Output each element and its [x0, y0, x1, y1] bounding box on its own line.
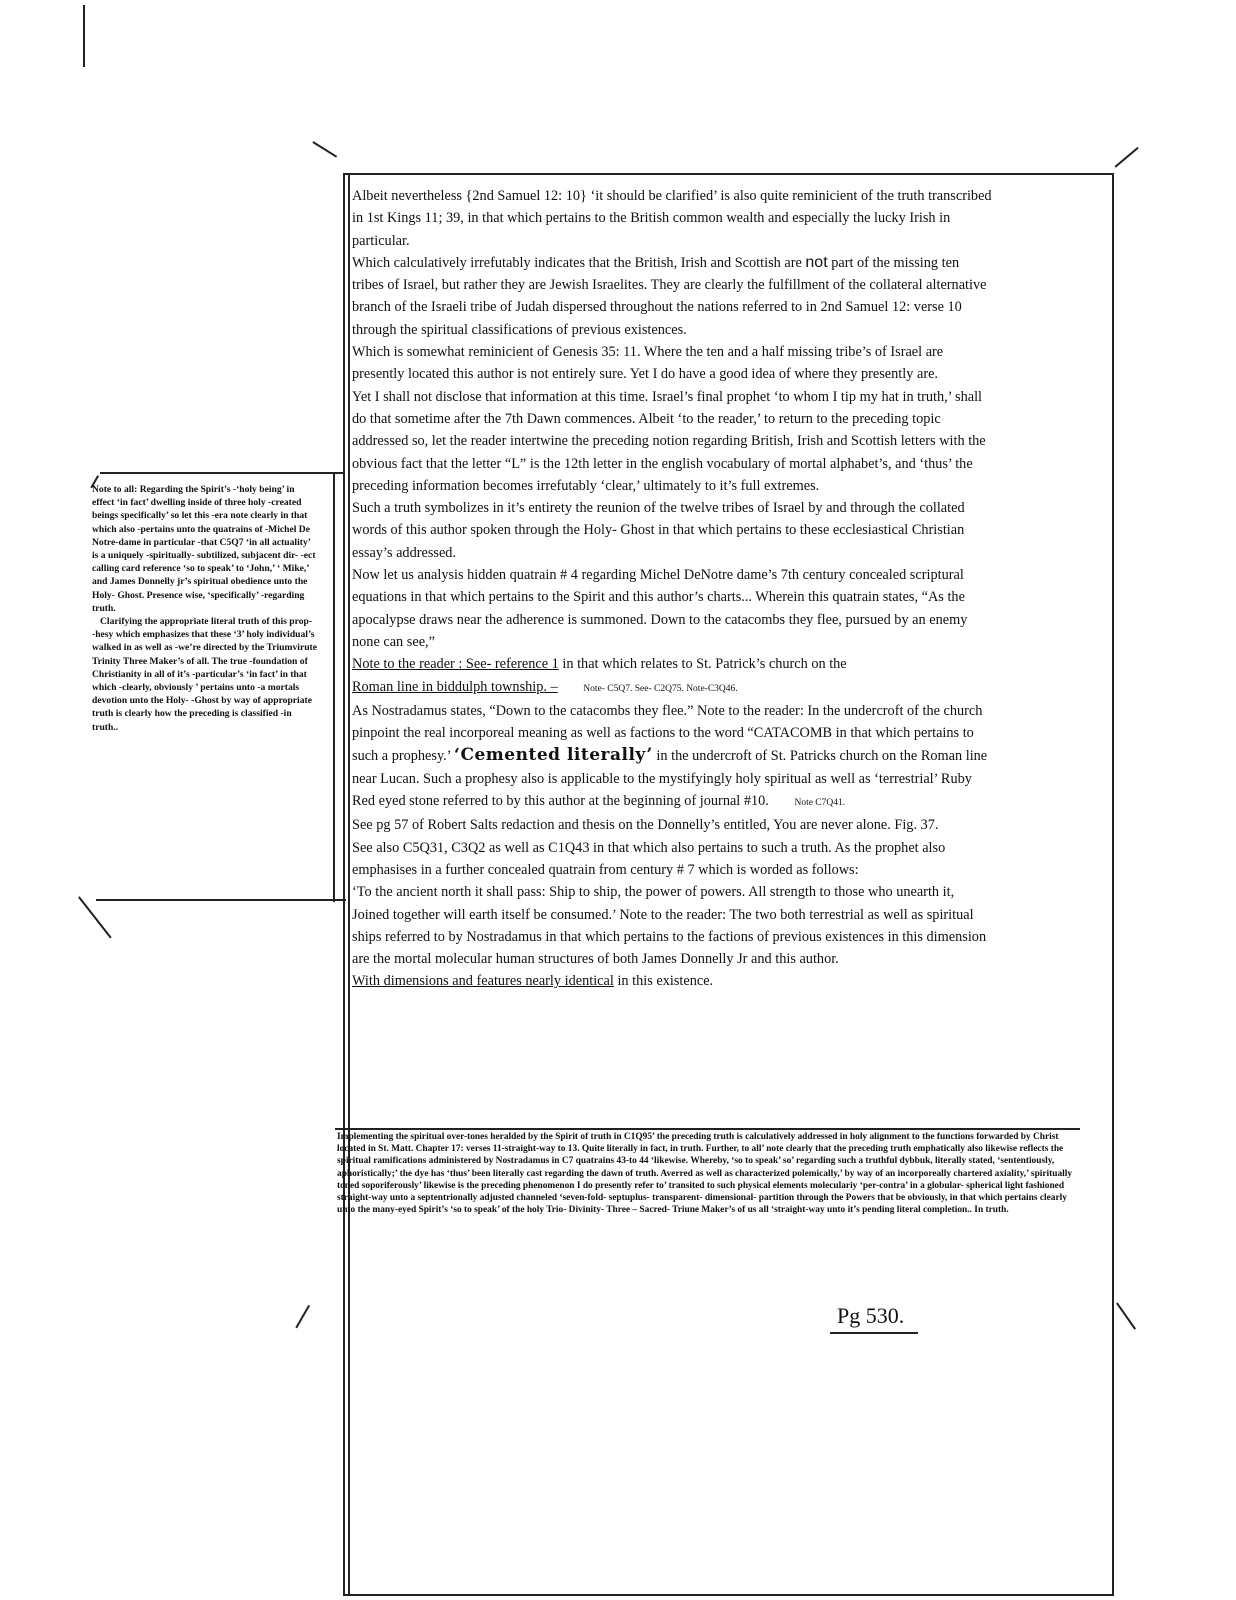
side-note — [92, 483, 317, 734]
roman-line-reference: Roman line in biddulph township. – — [352, 678, 558, 695]
note-c5q7: Note- C5Q7. See- C2Q75. Note-C3Q46. — [583, 683, 738, 694]
paragraph-8 — [352, 676, 992, 700]
paragraph-13 — [352, 970, 992, 992]
main-text — [352, 185, 992, 993]
paragraph-3: Which is somewhat reminicient of Genesis 35: 11. Where the ten and a half missing tribe’s of Israel are presently located this author is not entirely sure. Yet I do have a good idea of where they presently are. — [352, 344, 944, 383]
paragraph-7 — [352, 653, 992, 675]
paragraph-1: Albeit nevertheless {2nd Samuel 12: 10} ‘it should be clarified’ is also quite reminicient of the truth transcribed in 1st Kings 11; 39, in that which pertains to the British common wealth and especially the lucky Irish in particular. — [352, 188, 992, 249]
paragraph-9 — [352, 700, 992, 814]
emphasis-not: not — [805, 253, 828, 271]
page-number-underline — [830, 1332, 918, 1334]
paragraph-2 — [352, 252, 992, 341]
paragraph-12: ‘To the ancient north it shall pass: Ship to ship, the power of powers. All strength to those who unearth it, Joined together will earth itself be consumed.’ Note to the reader: The two both terrestrial as well as spiritual ships referred to by Nostradamus in that which pertains to the factions of previous existences in this dimension are the mortal molecular human structures of both James Donnelly Jr and this author. — [352, 884, 987, 968]
note-c7q41: Note C7Q41. — [794, 798, 846, 809]
paragraph-2-start: Which calculatively irrefutably indicates that the British, Irish and Scottish are — [352, 254, 802, 271]
paragraph-6: Now let us analysis hidden quatrain # 4 regarding Michel DeNotre dame’s 7th century concealed scriptural equations in that which pertains to the Spirit and this author’s charts... Wherein this quatrain states, “As the apocalypse draws near the adherence is summoned. Down to the catacombs they flee, pursued by an enemy none can see,” — [352, 567, 968, 650]
paragraph-2-end: part of the missing ten tribes of Israel, but rather they are Jewish Israelites. They are clearly the fulfillment of the collateral alternative branch of the Israeli tribe of Judah dispersed throughout the nations referred to in 2nd Samuel 12: verse 10 through the spiritual classifications of previous existences. — [352, 254, 987, 338]
paragraph-9-start: As Nostradamus states, “Down to the catacombs they flee.” Note to the reader: In the undercroft of the church pinpoint the real incorporeal meaning as well as factions to the word “CATACOMB in that which pertains to such a prophesy.’ — [352, 702, 983, 765]
paragraph-10: See pg 57 of Robert Salts redaction and thesis on the Donnelly’s entitled, You are never alone. Fig. 37. — [352, 817, 939, 834]
paragraph-7-end: in that which relates to St. Patrick’s church on the — [562, 656, 847, 673]
side-note-part-1: Note to all: Regarding the Spirit’s -‘holy being’ in effect ‘in fact’ dwelling inside of three holy -created beings specifically’ so let this -era note clearly in that which also -pertains unto the quatrains of -Michel De Notre-dame in particular -that C5Q7 ‘in all actuality’ is a uniquely -spiritually- subtilized, subjacent dir- -ect calling card reference ‘so to speak’ to ‘John,’ ‘ Mike,’ and James Donnelly jr’s spiritual obedience unto the Holy- Ghost. Presence wise, ‘specifically’ -regarding truth. — [92, 484, 316, 614]
side-box-bottom — [96, 899, 346, 901]
crop-mark-bottom-left — [295, 1305, 309, 1328]
crop-mark-side-bottom — [78, 896, 111, 938]
paragraph-5: Such a truth symbolizes in it’s entirety the reunion of the twelve tribes of Israel by and through the collated words of this author spoken through the Holy- Ghost in that which pertains to these ecclesiastical Christian essay’s addressed. — [352, 500, 965, 561]
side-note-part-2: Clarifying the appropriate literal truth of this prop- -hesy which emphasizes that these ‘3’ holy individual’s walked in as well as -we’re directed by the Triumvirute Trinity Three Maker’s of all. The true -foundation of Christianity in all of it’s -particular’s ‘in fact’ in that which -clearly, obviously ’ pertains unto -a mortals devotion unto the Holy- -Ghost by way of appropriate truth is clearly how the preceding is classified -in truth.. — [92, 616, 317, 733]
side-box-right — [333, 472, 335, 902]
note-reference-1: Note to the reader : See- reference 1 — [352, 656, 559, 673]
page-number: Pg 530. — [837, 1303, 905, 1328]
crop-mark-top-left — [313, 141, 338, 157]
paragraph-13-end: in this existence. — [617, 973, 714, 990]
crop-mark-top-right — [1114, 147, 1138, 168]
footnote-text: Implementing the spiritual over-tones heralded by the Spirit of truth in C1Q95’ the preceding truth is calculatively addressed in holy alignment to the functions forwarded by Christ located in St. Matt. Chapter 17: verses 11-straight-way to 13. Quite literally in fact, in truth. Further, to all’ note clearly that the preceding truth emphatically also likewise reflects the spiritual ramifications administered by Nostradamus in C7 quatrains 43-to 44 ‘likewise. Whereby, ‘so to speak’ so’ regarding such a truthful dybbuk, literally stated, ‘sententiously, aphoristically;’ the dye has ‘thus’ been literally cast regarding the dawn of truth. Averred as well as characterized polemically,’ by way of an incorporeally chartered axiality,’ spiritually toned soporiferously’ likewise is the preceding phenomenon I do presently refer to’ transited to such physical elements moleculariy ‘per-contra’ in a globular- spherical light fashioned straight-way unto a septentrionally adjusted channeled ‘seven-fold- septuplus- transparent- dimensional- partition through the Powers that be obviously, in that which pertains clearly unto the many-eyed Spirit’s ‘so to speak’ of the holy Trio- Divinity- Three – Sacred- Triune Maker’s of us all ‘straight-way unto it’s pending literal completion.. In truth. — [337, 1132, 1073, 1216]
paragraph-4: Yet I shall not disclose that information at this time. Israel’s final prophet ‘to whom I tip my hat in truth,’ shall do that sometime after the 7th Dawn commences. Albeit ‘to the reader,’ to return to the preceding topic addressed so, let the reader intertwine the preceding notion regarding British, Irish and Scottish letters with the obvious fact that the letter “L” is the 12th letter in the english vocabulary of mortal alphabet’s, and ‘thus’ the preceding information becomes irrefutably ‘clear,’ ultimately to it’s full extremes. — [352, 388, 986, 494]
crop-mark-bottom-right — [1116, 1302, 1136, 1329]
cemented-literally: ‘Cemented literally’ — [454, 745, 653, 766]
paragraph-11: See also C5Q31, C3Q2 as well as C1Q43 in that which also pertains to such a truth. As the prophet also emphasises in a further concealed quatrain from century # 7 which is worded as follows: — [352, 839, 946, 878]
scan-margin-line — [83, 5, 85, 67]
footnote-rule — [335, 1128, 1080, 1130]
side-box-top — [100, 472, 345, 474]
dimensions-phrase: With dimensions and features nearly identical — [352, 973, 614, 990]
paragraph-9-end: in the undercroft of St. Patricks church on the Roman line near Lucan. Such a prophesy also is applicable to the mystifyingly holy spiritual as well as ‘terrestrial’ Ruby Red eyed stone referred to by this author at the beginning of journal #10. — [352, 748, 988, 810]
